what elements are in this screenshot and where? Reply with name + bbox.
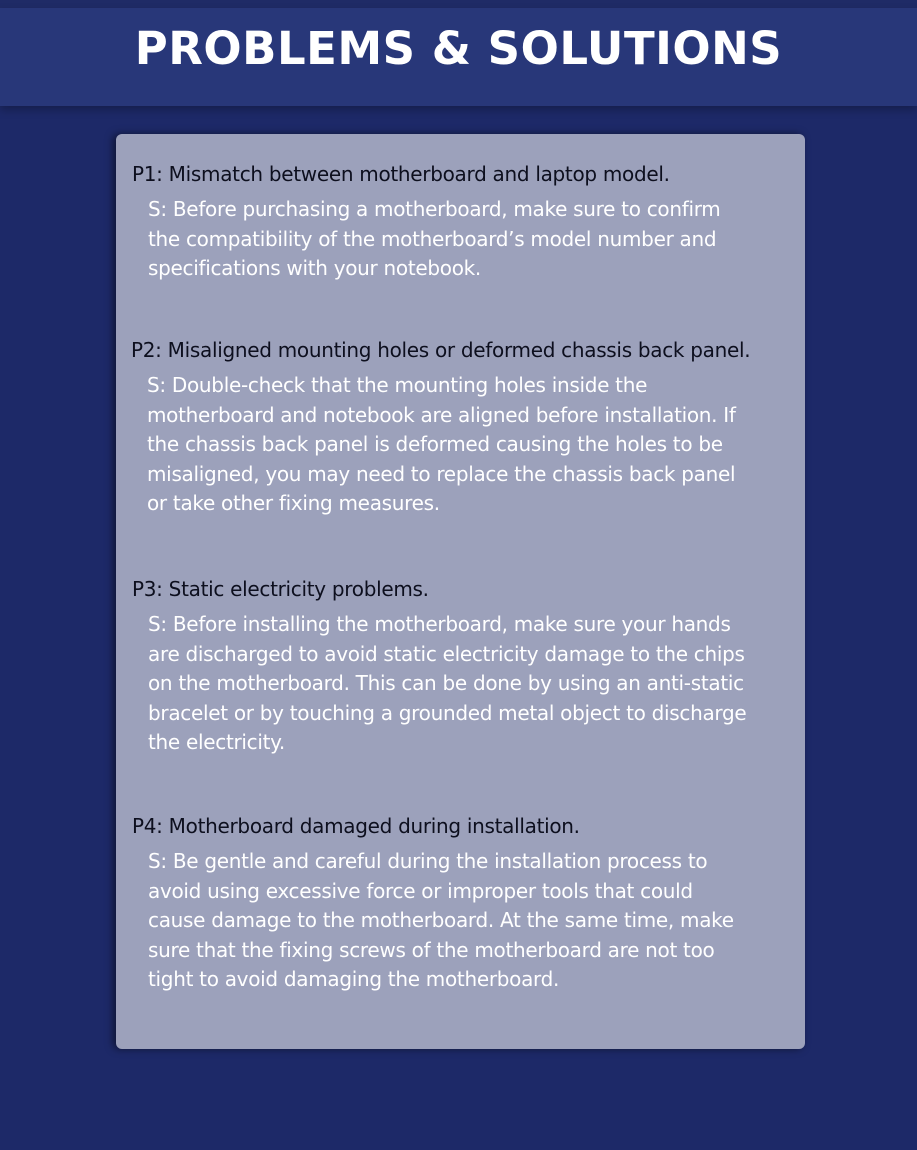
solution-line: the compatibility of the motherboard’s model number and <box>148 226 717 251</box>
solution-line: cause damage to the motherboard. At the same time, make <box>148 908 734 932</box>
solution-line: motherboard and notebook are aligned before installation. If <box>147 402 736 427</box>
solution-text <box>147 371 750 519</box>
solution-line: or take other fixing measures. <box>147 491 440 515</box>
top-strip <box>0 0 917 8</box>
solution-text <box>148 847 734 995</box>
problem-item-2 <box>131 338 750 519</box>
problem-item-1 <box>132 162 720 284</box>
solution-line: S: Before installing the motherboard, make sure your hands <box>148 612 731 636</box>
solution-line: bracelet or by touching a grounded metal object to discharge <box>148 700 747 725</box>
problem-item-4 <box>132 814 734 995</box>
page-title: PROBLEMS & SOLUTIONS <box>134 22 783 75</box>
solution-text <box>148 195 720 284</box>
solution-line: the electricity. <box>148 730 285 754</box>
solution-line: sure that the fixing screws of the motherboard are not too <box>148 937 715 962</box>
solution-line: specifications with your notebook. <box>148 256 481 280</box>
problem-item-3 <box>132 577 746 758</box>
solution-line: are discharged to avoid static electricity damage to the chips <box>148 641 745 666</box>
solution-line: the chassis back panel is deformed causing the holes to be <box>147 432 723 456</box>
solution-line: avoid using excessive force or improper tools that could <box>148 878 693 903</box>
problem-text: P1: Mismatch between motherboard and laptop model. <box>132 162 670 186</box>
solution-text <box>148 610 746 758</box>
solution-line: misaligned, you may need to replace the chassis back panel <box>147 461 736 486</box>
solution-line: S: Before purchasing a motherboard, make sure to confirm <box>148 197 721 221</box>
problem-text: P2: Misaligned mounting holes or deformed chassis back panel. <box>131 338 751 362</box>
solution-line: tight to avoid damaging the motherboard. <box>148 967 560 991</box>
problem-text: P4: Motherboard damaged during installation. <box>132 814 580 838</box>
header-banner <box>0 8 917 106</box>
solution-line: S: Double-check that the mounting holes inside the <box>147 373 648 397</box>
problem-text: P3: Static electricity problems. <box>132 577 429 601</box>
content-card <box>116 134 805 1049</box>
solution-line: on the motherboard. This can be done by using an anti-static <box>148 671 744 695</box>
solution-line: S: Be gentle and careful during the installation process to <box>148 849 708 873</box>
